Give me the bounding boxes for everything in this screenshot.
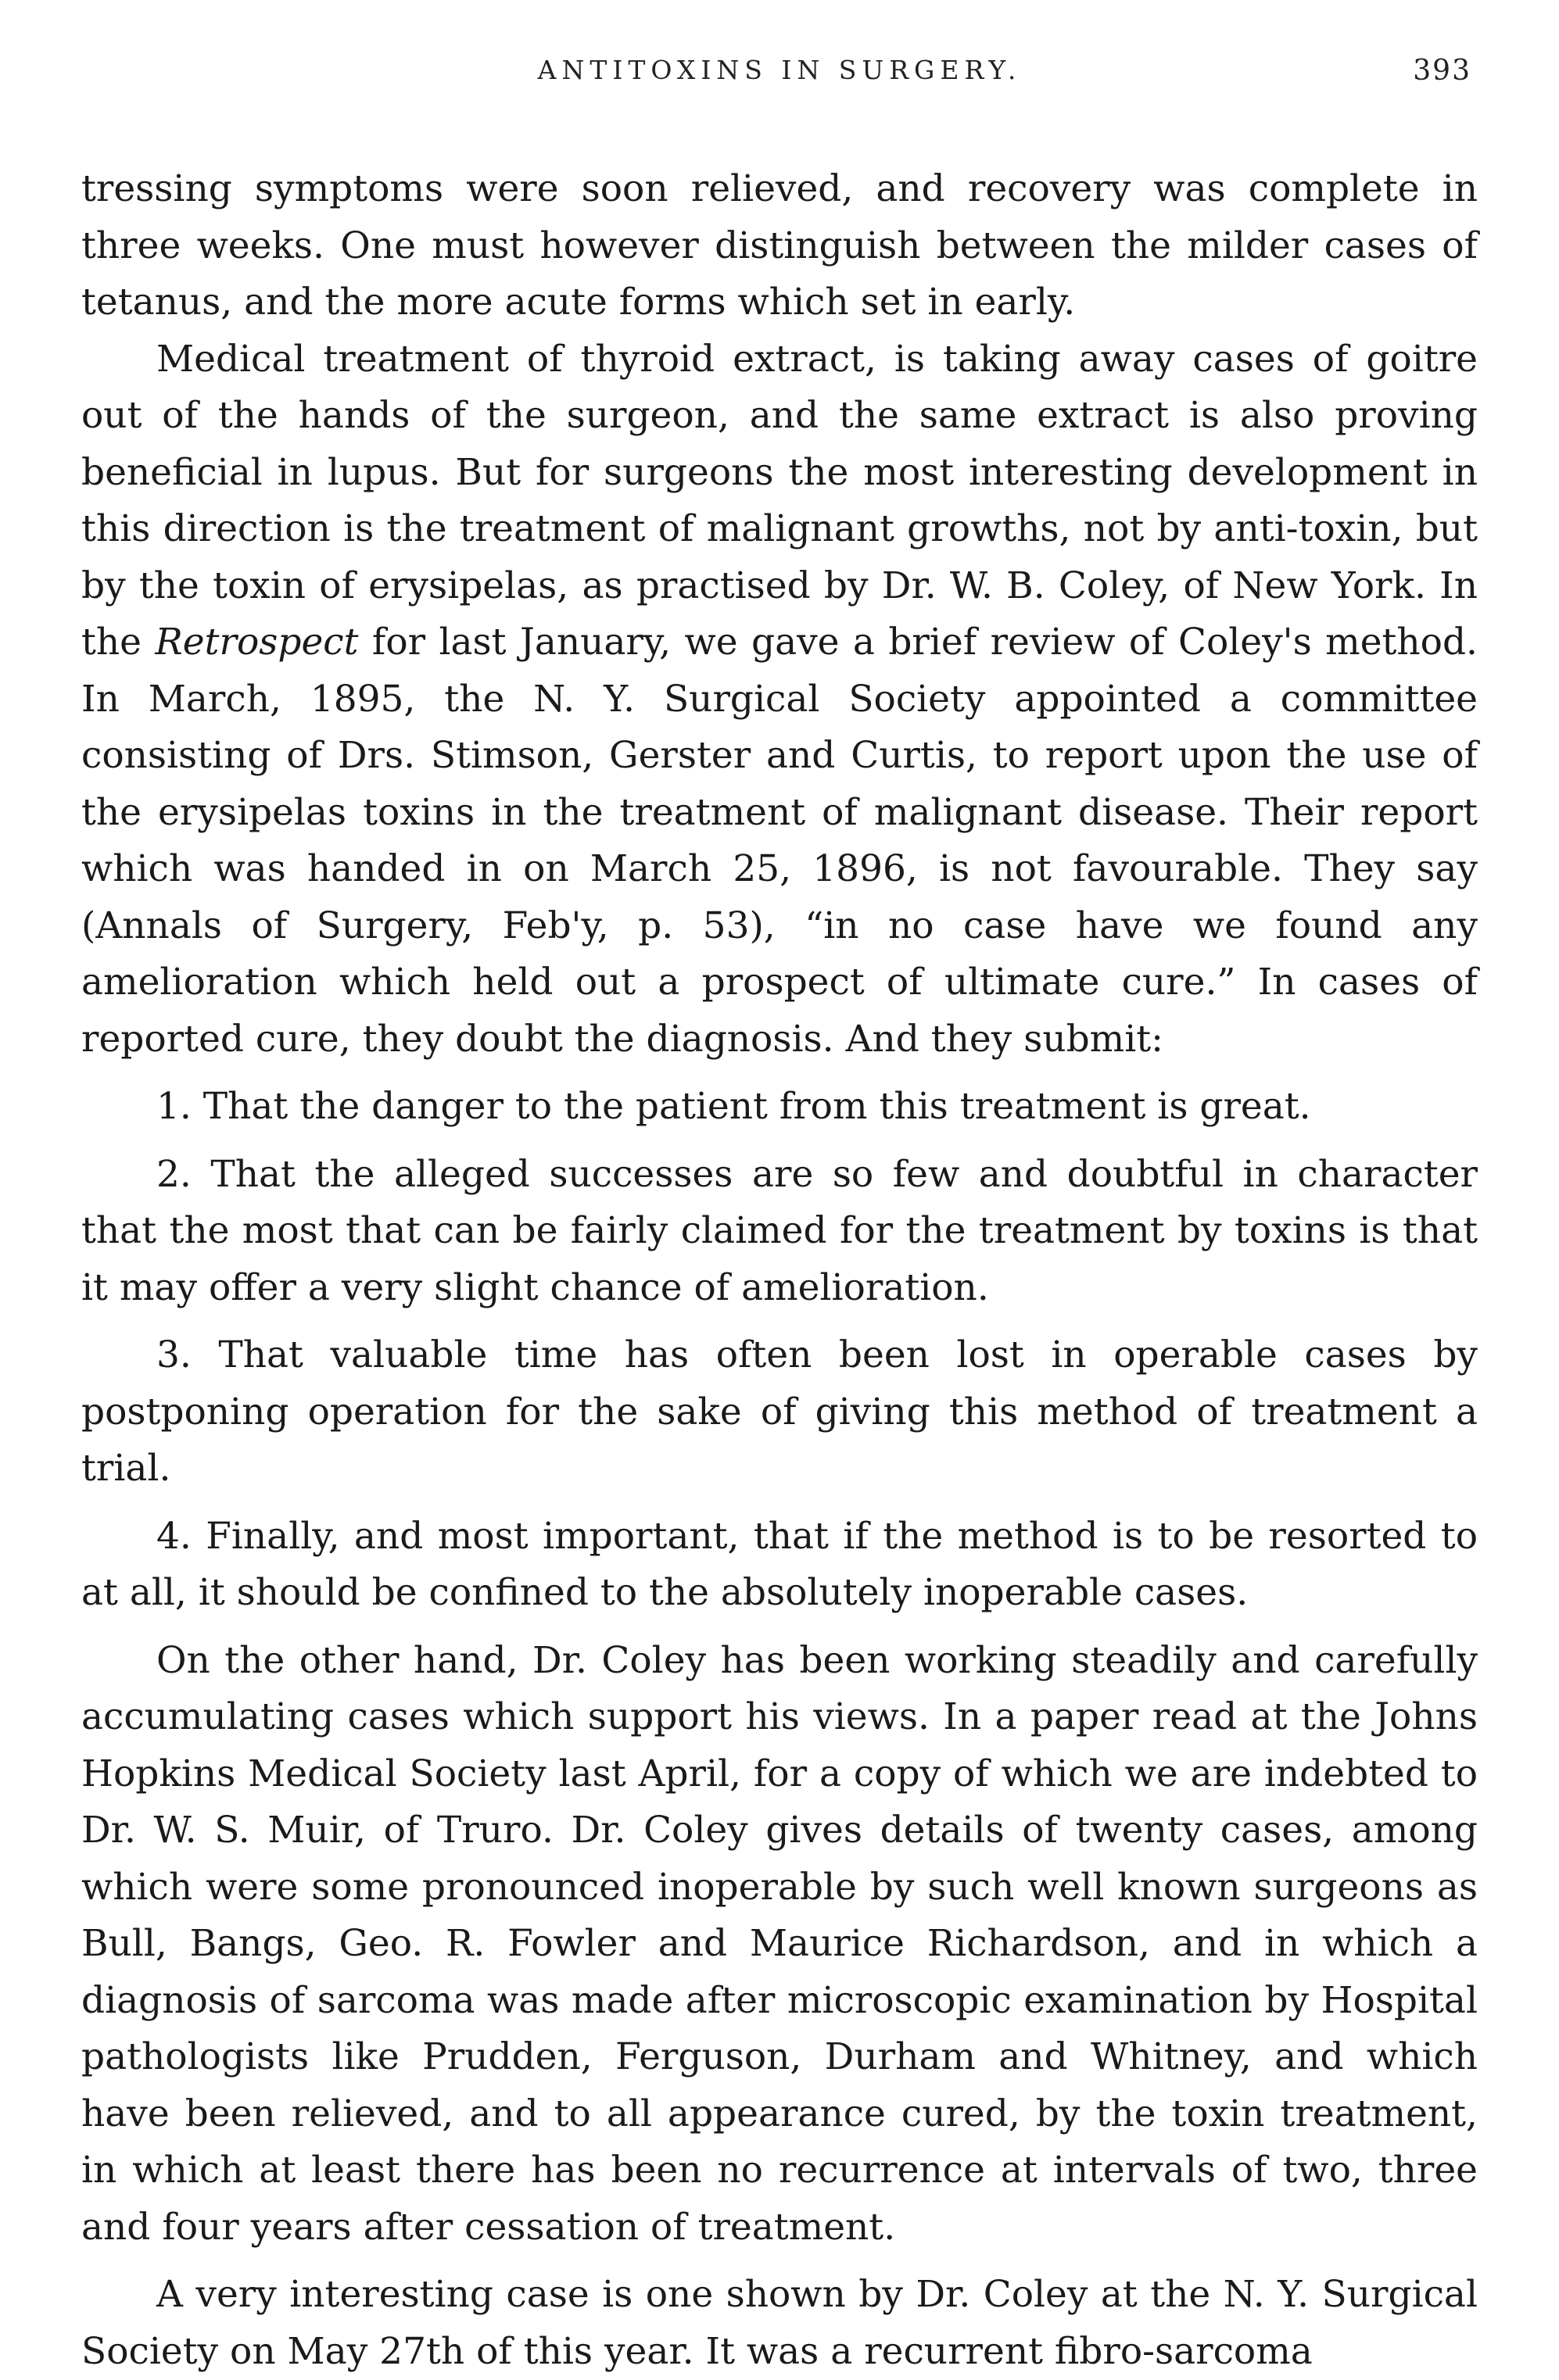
paragraph-interesting-case: A very interesting case is one shown by Dr. Coley at the N. Y. Surgical Society on May 27th of this year. It was a recurrent fibro-sarcoma (81, 2273, 1478, 2373)
body-text (81, 161, 1478, 2380)
page-number: 393 (1413, 55, 1471, 87)
list-item-3: 3. That valuable time has often been lost in operable cases by postponing operation for the sake of giving this method of treatment a trial. (81, 1333, 1478, 1490)
retrospect-italic: Retrospect (155, 621, 359, 664)
paragraph-text: for last January, we gave a brief review of Coley's method. In March, 1895, the N. Y. Surgical Society appointed a committee consisting of Drs. Stimson, Gerster and Curtis, to report upon the use of the erysipelas toxins in the treatment of malignant disease. Their report which was handed in on March 25, 1896, is not favourable. They say (Annals of Surgery, Feb'y, p. 53), “in no case have we found any amelioration which held out a prospect of ultimate cure.” In cases of reported cure, they doubt the diagnosis. And they submit: (81, 621, 1478, 1061)
running-head (0, 55, 1559, 102)
paragraph-medical-treatment (81, 331, 1478, 1068)
paragraph-continuation: tressing symptoms were soon relieved, and recovery was complete in three weeks. One must however distinguish between the milder cases of tetanus, and the more acute forms which set in early. (81, 167, 1478, 324)
paragraph-coley-cases: On the other hand, Dr. Coley has been working steadily and carefully accumulating cases which support his views. In a paper read at the Johns Hopkins Medical Society last April, for a copy of which we are indebted to Dr. W. S. Muir, of Truro. Dr. Coley gives details of twenty cases, among which were some pronounced inoperable by such well known surgeons as Bull, Bangs, Geo. R. Fowler and Maurice Richardson, and in which a diagnosis of sarcoma was made after microscopic examination by Hospital pathologists like Prudden, Ferguson, Durham and Whitney, and which have been relieved, and to all appearance cured, by the toxin treatment, in which at least there has been no recurrence at intervals of two, three and four years after cessation of treatment. (81, 1638, 1478, 2249)
list-item-2: 2. That the alleged successes are so few and doubtful in character that the most that can be fairly claimed for the treatment by toxins is that it may offer a very slight chance of amelioration. (81, 1152, 1478, 1309)
list-item-4: 4. Finally, and most important, that if the method is to be resorted to at all, it should be confined to the absolutely inoperable cases. (81, 1514, 1478, 1614)
paragraph-text: Medical treatment of thyroid extract, is taking away cases of goitre out of the hands of the surgeon, and the same extract is also proving beneficial in lupus. But for surgeons the most interesting development in this direction is the treatment of malignant growths, not by anti-toxin, but by the toxin of erysipelas, as practised by Dr. W. B. Coley, of New York. In the (81, 337, 1478, 664)
list-item-1: 1. That the danger to the patient from this treatment is great. (156, 1085, 1311, 1128)
running-title: ANTITOXINS IN SURGERY. (537, 55, 1022, 85)
